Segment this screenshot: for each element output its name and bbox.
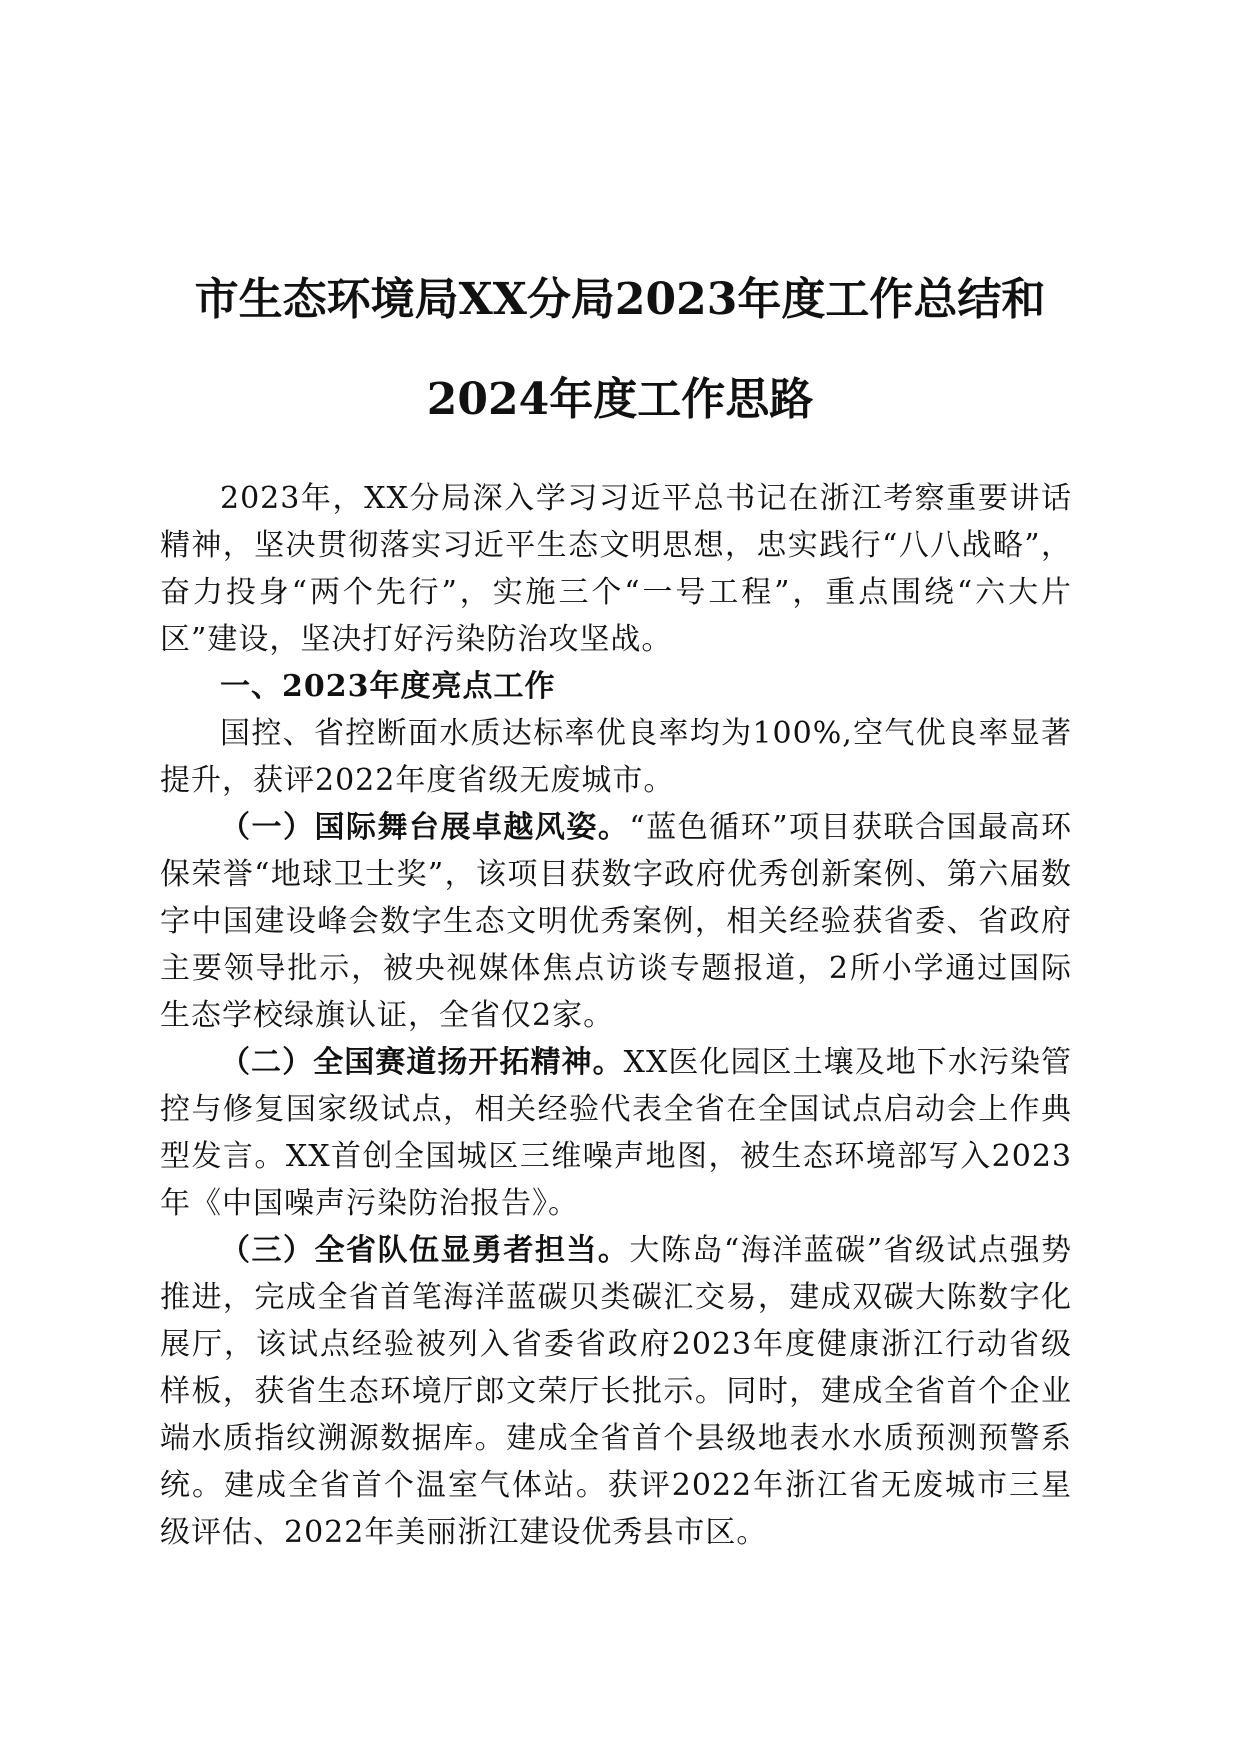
document-title xyxy=(150,250,1090,450)
item-text-1: “蓝色循环”项目获联合国最高环保荣誉“地球卫士奖”，该项目获数字政府优秀创新案例、第六届数字中国建设峰会数字生态文明优秀案例，相关经验获省委、省政府主要领导批示，被央视媒体焦点访谈专题报道，2所小学通过国际生态学校绿旗认证，全省仅2家。 xyxy=(160,810,1072,1033)
item-lead-3: （三）全省队伍显勇者担当。 xyxy=(220,1233,630,1268)
section-heading: 一、2023年度亮点工作 xyxy=(220,669,556,704)
title-line-2: 2024年度工作思路 xyxy=(426,374,814,425)
item-text-2: XX医化园区土壤及地下水污染管控与修复国家级试点，相关经验代表全省在全国试点启动会上作典型发言。XX首创全国城区三维噪声地图，被生态环境部写入2023年《中国噪声污染防治报告》。 xyxy=(160,1045,1072,1221)
item-text-3: 大陈岛“海洋蓝碳”省级试点强势推进，完成全省首笔海洋蓝碳贝类碳汇交易，建成双碳大陈数字化展厅，该试点经验被列入省委省政府2023年度健康浙江行动省级样板，获省生态环境厅郎文荣厅长批示。同时，建成全省首个企业端水质指纹溯源数据库。建成全省首个县级地表水水质预测预警系统。建成全省首个温室气体站。获评2022年浙江省无废城市三星级评估、2022年美丽浙江建设优秀县市区。 xyxy=(160,1233,1072,1550)
item-paragraph-3 xyxy=(160,1227,1072,1556)
item-lead-1: （一）国际舞台展卓越风姿。 xyxy=(220,810,630,845)
document-body xyxy=(160,475,1072,1556)
intro-paragraph: 2023年，XX分局深入学习习近平总书记在浙江考察重要讲话精神，坚决贯彻落实习近平生态文明思想，忠实践行“八八战略”，奋力投身“两个先行”，实施三个“一号工程”，重点围绕“六大片区”建设，坚决打好污染防治攻坚战。 xyxy=(160,481,1072,657)
title-line-1: 市生态环境局XX分局2023年度工作总结和 xyxy=(194,274,1046,325)
item-paragraph-1 xyxy=(160,804,1072,1039)
section-summary-paragraph: 国控、省控断面水质达标率优良率均为100%,空气优良率显著提升，获评2022年度省级无废城市。 xyxy=(160,716,1072,798)
item-lead-2: （二）全国赛道扬开拓精神。 xyxy=(220,1045,624,1080)
item-paragraph-2 xyxy=(160,1039,1072,1227)
